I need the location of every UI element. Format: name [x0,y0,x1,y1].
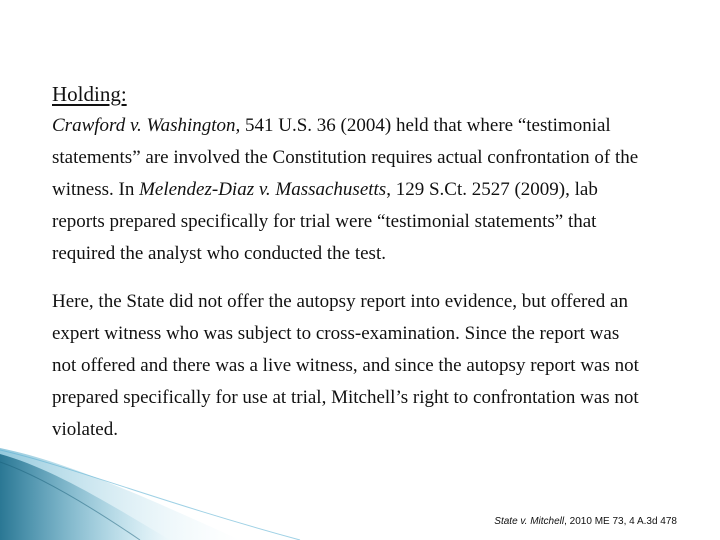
paragraph-spacer [52,270,692,286]
paragraph-line: not offered and there was a live witness, and since the autopsy report was not [52,355,639,376]
holding-paragraph [52,110,692,270]
paragraph-line: violated. [52,419,118,440]
paragraph-text: , 129 S.Ct. 2527 (2009), lab [386,179,598,200]
application-paragraph [52,286,692,446]
case-name-crawford: Crawford v. Washington, [52,115,241,136]
slide-content [52,78,692,446]
citation [494,516,677,527]
slide-heading: Holding: [52,82,127,106]
paragraph-line: expert witness who was subject to cross-examination. Since the report was [52,323,620,344]
citation-case-name: State v. Mitchell [494,516,565,527]
paragraph-line [52,110,692,142]
paragraph-text: 541 U.S. 36 (2004) held that where “testimonial [240,115,611,136]
citation-reference: , 2010 ME 73, 4 A.3d 478 [564,516,677,527]
case-name-melendez-diaz: Melendez-Diaz v. Massachusetts [139,179,387,200]
paragraph-line: statements” are involved the Constitution requires actual confrontation of the [52,147,639,168]
paragraph-text: witness. In [52,179,140,200]
paragraph-line: required the analyst who conducted the test. [52,243,386,264]
paragraph-line: reports prepared specifically for trial were “testimonial statements” that [52,211,597,232]
paragraph-line: Here, the State did not offer the autopsy report into evidence, but offered an [52,291,628,312]
paragraph-line: prepared specifically for use at trial, Mitchell’s right to confrontation was not [52,387,639,408]
paragraph-line [52,174,692,206]
